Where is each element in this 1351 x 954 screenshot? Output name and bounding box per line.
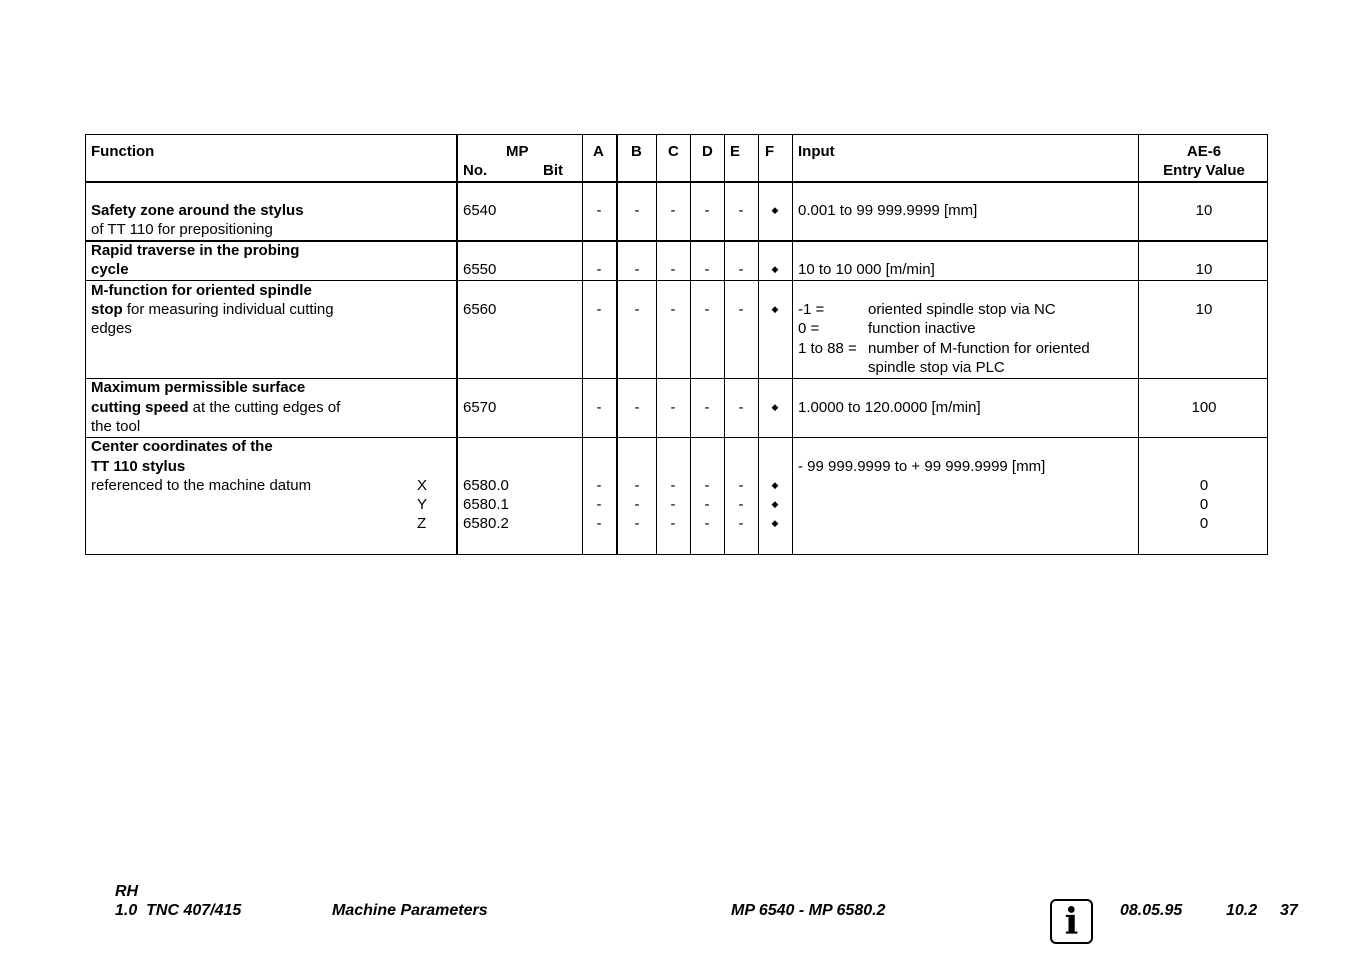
row-6560-desc-2: for measuring individual cutting xyxy=(122,301,334,318)
divider xyxy=(690,135,691,554)
row-6580-y-e: - xyxy=(738,496,744,513)
row-6570-value: 100 xyxy=(1191,399,1217,416)
footer-section: Machine Parameters xyxy=(332,902,488,919)
row-6550-b: - xyxy=(634,261,640,278)
row-6540-c: - xyxy=(670,202,676,219)
row-6560-value: 10 xyxy=(1195,301,1213,318)
row-6580-z-c: - xyxy=(670,515,676,532)
info-icon: i xyxy=(1050,899,1093,944)
row-6570-line-2 xyxy=(91,398,340,417)
row-6580-title-2: TT 110 stylus xyxy=(91,458,186,475)
divider xyxy=(456,135,458,554)
row-6560-input-key-1: -1 = xyxy=(798,301,825,318)
header-col-f: F xyxy=(765,143,775,160)
machine-parameters-table xyxy=(85,134,1268,555)
header-mp: MP xyxy=(506,143,529,160)
row-6570-b: - xyxy=(634,399,640,416)
row-6570-mp: 6570 xyxy=(463,399,497,416)
row-6580-input: - 99 999.9999 to + 99 999.9999 [mm] xyxy=(798,458,1046,475)
row-6560-input-text-3: number of M-function for oriented xyxy=(868,340,1090,357)
row-6560-e: - xyxy=(738,301,744,318)
row-6550-title-1: Rapid traverse in the probing xyxy=(91,242,300,259)
row-6540-d: - xyxy=(704,202,710,219)
row-6560-input-key-3: 1 to 88 = xyxy=(798,340,857,357)
row-6580-z-b: - xyxy=(634,515,640,532)
row-6580-value-y: 0 xyxy=(1199,496,1209,513)
row-6570-desc-3: the tool xyxy=(91,418,141,435)
row-6550-f-diamond: ◆ xyxy=(771,264,779,274)
row-6580-mp-z: 6580.2 xyxy=(463,515,509,532)
header-col-b: B xyxy=(631,143,642,160)
row-6580-y-a: - xyxy=(596,496,602,513)
row-6580-z-e: - xyxy=(738,515,744,532)
row-6580-x-b: - xyxy=(634,477,640,494)
footer-chapter: 10.2 xyxy=(1226,902,1258,919)
header-col-e: E xyxy=(730,143,741,160)
row-6580-axis-x: X xyxy=(417,477,428,494)
footer-rh: RH xyxy=(115,883,139,900)
row-6560-input-text-2: function inactive xyxy=(868,320,976,337)
row-6560-line-2 xyxy=(91,300,334,319)
row-6540-a: - xyxy=(596,202,602,219)
header-entry-value: Entry Value xyxy=(1163,162,1245,179)
footer-range: MP 6540 - MP 6580.2 xyxy=(731,902,886,919)
divider xyxy=(656,135,657,554)
row-6560-mp: 6560 xyxy=(463,301,497,318)
row-6580-x-e: - xyxy=(738,477,744,494)
row-6580-x-d: - xyxy=(704,477,710,494)
row-6580-y-b: - xyxy=(634,496,640,513)
row-6560-desc-3: edges xyxy=(91,320,132,337)
row-6580-y-d: - xyxy=(704,496,710,513)
row-6550-a: - xyxy=(596,261,602,278)
row-6540-value: 10 xyxy=(1195,202,1213,219)
row-6560-title-1: M-function for oriented spindle xyxy=(91,282,312,299)
row-6550-c: - xyxy=(670,261,676,278)
row-6550-mp: 6550 xyxy=(463,261,497,278)
row-6570-f-diamond: ◆ xyxy=(771,402,779,412)
row-6580-title-1: Center coordinates of the xyxy=(91,438,273,455)
row-6570-title-1: Maximum permissible surface xyxy=(91,379,306,396)
row-6570-title-2: cutting speed xyxy=(91,399,189,416)
row-6580-axis-y: Y xyxy=(417,496,428,513)
row-6580-x-f-diamond: ◆ xyxy=(771,480,779,490)
row-6580-z-a: - xyxy=(596,515,602,532)
row-6570-desc-2: at the cutting edges of xyxy=(188,399,341,416)
row-6570-e: - xyxy=(738,399,744,416)
row-6540-e: - xyxy=(738,202,744,219)
header-col-a: A xyxy=(593,143,604,160)
divider xyxy=(582,135,583,554)
row-6580-y-c: - xyxy=(670,496,676,513)
footer-date: 08.05.95 xyxy=(1120,902,1183,919)
row-6540-b: - xyxy=(634,202,640,219)
row-6550-title-2: cycle xyxy=(91,261,129,278)
divider xyxy=(616,135,618,554)
row-6560-d: - xyxy=(704,301,710,318)
row-6560-input-key-2: 0 = xyxy=(798,320,820,337)
row-6540-input: 0.001 to 99 999.9999 [mm] xyxy=(798,202,978,219)
header-col-c: C xyxy=(668,143,679,160)
row-6540-title: Safety zone around the stylus xyxy=(91,202,304,219)
row-6550-value: 10 xyxy=(1195,261,1213,278)
row-6550-e: - xyxy=(738,261,744,278)
row-6580-value-x: 0 xyxy=(1199,477,1209,494)
row-6580-x-a: - xyxy=(596,477,602,494)
row-6570-a: - xyxy=(596,399,602,416)
row-6580-y-f-diamond: ◆ xyxy=(771,499,779,509)
header-input: Input xyxy=(798,143,835,160)
divider xyxy=(792,135,793,554)
footer-version: 1.0 TNC 407/415 xyxy=(115,902,242,919)
row-6580-desc: referenced to the machine datum xyxy=(91,477,312,494)
row-6570-input: 1.0000 to 120.0000 [m/min] xyxy=(798,399,981,416)
row-6580-mp-x: 6580.0 xyxy=(463,477,509,494)
row-6580-axis-z: Z xyxy=(417,515,427,532)
header-ae6: AE-6 xyxy=(1186,143,1222,160)
header-divider xyxy=(86,181,1267,183)
row-6560-a: - xyxy=(596,301,602,318)
row-6550-input: 10 to 10 000 [m/min] xyxy=(798,261,935,278)
row-6560-input-text-4: spindle stop via PLC xyxy=(868,359,1005,376)
row-6550-d: - xyxy=(704,261,710,278)
header-col-d: D xyxy=(702,143,713,160)
header-no: No. xyxy=(463,162,488,179)
divider xyxy=(1138,135,1139,554)
row-6560-b: - xyxy=(634,301,640,318)
footer-page: 37 xyxy=(1280,902,1298,919)
row-6540-f-diamond: ◆ xyxy=(771,205,779,215)
header-function: Function xyxy=(91,143,155,160)
row-6580-x-c: - xyxy=(670,477,676,494)
row-6560-title-2: stop xyxy=(91,301,123,318)
row-6580-mp-y: 6580.1 xyxy=(463,496,509,513)
row-6540-mp: 6540 xyxy=(463,202,497,219)
row-6540-desc: of TT 110 for prepositioning xyxy=(91,221,273,238)
header-bit: Bit xyxy=(543,162,563,179)
row-6560-f-diamond: ◆ xyxy=(771,304,779,314)
row-6570-c: - xyxy=(670,399,676,416)
divider xyxy=(758,135,759,554)
row-6560-input-text-1: oriented spindle stop via NC xyxy=(868,301,1056,318)
row-6580-value-z: 0 xyxy=(1199,515,1209,532)
row-6580-z-d: - xyxy=(704,515,710,532)
row-6560-c: - xyxy=(670,301,676,318)
divider xyxy=(724,135,725,554)
row-6580-z-f-diamond: ◆ xyxy=(771,518,779,528)
row-6570-d: - xyxy=(704,399,710,416)
